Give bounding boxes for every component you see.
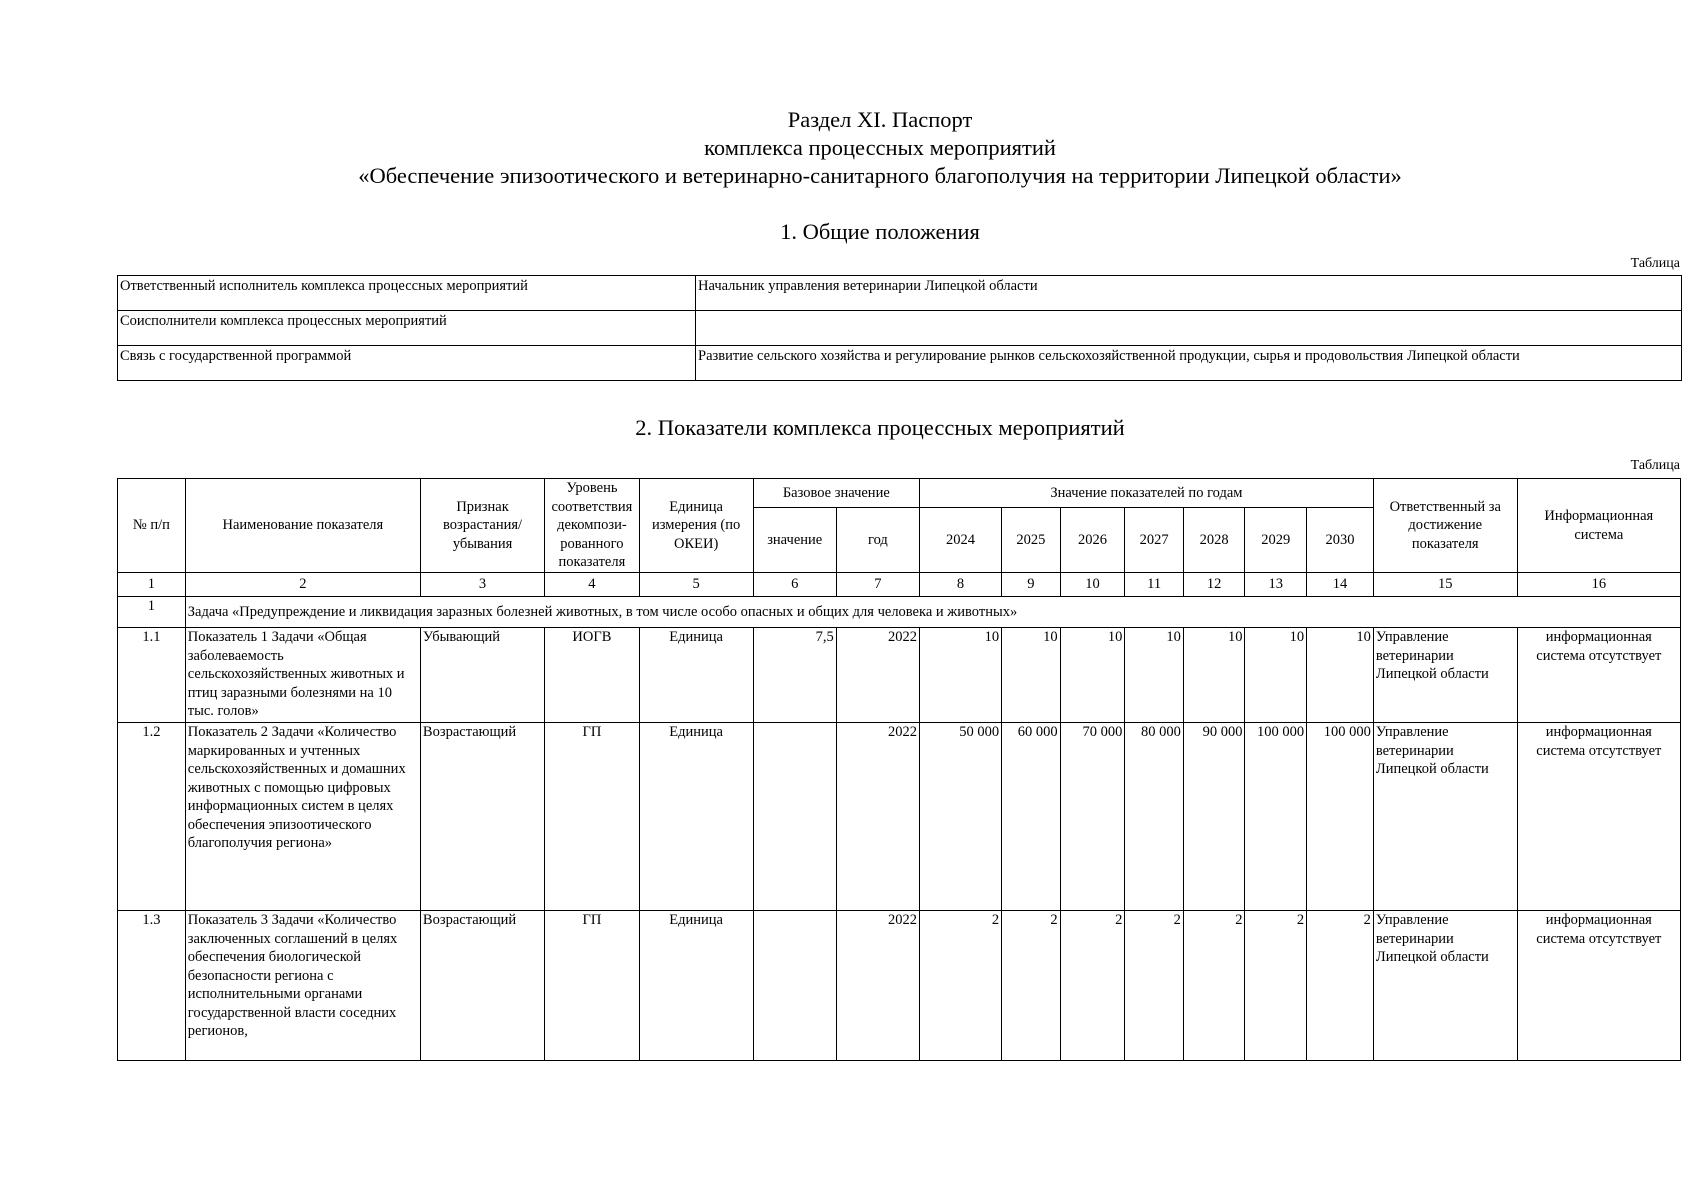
- indicator-year-value: 10: [1060, 628, 1125, 723]
- col-number: 13: [1245, 573, 1307, 597]
- year-header: 2024: [919, 508, 1001, 573]
- col-number: 16: [1517, 573, 1680, 597]
- task-num: 1: [118, 597, 186, 628]
- indicator-row: [118, 723, 1681, 911]
- indicator-sign: Возрастающий: [420, 723, 544, 911]
- indicator-responsible: Управление ветеринарии Липецкой области: [1373, 628, 1517, 723]
- indicator-unit: Единица: [639, 628, 753, 723]
- indicator-num: 1.3: [118, 911, 186, 1061]
- info-row: [118, 311, 1682, 346]
- indicator-system: информационная система отсутствует: [1517, 628, 1680, 723]
- col-number: 8: [919, 573, 1001, 597]
- col-number: 4: [545, 573, 639, 597]
- passport-subtitle: комплекса процессных мероприятий: [704, 135, 1056, 160]
- indicator-year-value: 90 000: [1183, 723, 1245, 911]
- col-level-header: Уровень соответствия декомпози-рованного показателя: [545, 479, 639, 573]
- task-text: Задача «Предупреждение и ликвидация заразных болезней животных, в том числе особо опасных и общих для человека и животных»: [185, 597, 1680, 628]
- col-base-value-header: значение: [753, 508, 836, 573]
- col-number: 1: [118, 573, 186, 597]
- indicator-level: ГП: [545, 723, 639, 911]
- col-base-year-header: год: [836, 508, 919, 573]
- indicator-year-value: 10: [1245, 628, 1307, 723]
- indicator-year-value: 2: [1125, 911, 1184, 1061]
- year-header: 2025: [1002, 508, 1061, 573]
- indicator-system: информационная система отсутствует: [1517, 723, 1680, 911]
- indicator-year-value: 10: [1002, 628, 1061, 723]
- indicator-year-value: 2: [1002, 911, 1061, 1061]
- indicator-base-value: [753, 911, 836, 1061]
- indicator-name: Показатель 3 Задачи «Количество заключенных соглашений в целях обеспечения биологической безопасности региона с исполнительными органами государственной власти соседних регионов,: [185, 911, 420, 1061]
- indicator-sign: Убывающий: [420, 628, 544, 723]
- indicator-sign: Возрастающий: [420, 911, 544, 1061]
- col-number: 11: [1125, 573, 1184, 597]
- section2-title: 2. Показатели комплекса процессных мероприятий: [635, 415, 1125, 440]
- table2-caption: Таблица: [1630, 458, 1680, 473]
- col-number: 7: [836, 573, 919, 597]
- info-label: Соисполнители комплекса процессных мероприятий: [118, 311, 696, 346]
- indicator-year-value: 2: [1183, 911, 1245, 1061]
- table1-caption: Таблица: [1630, 256, 1680, 271]
- indicator-num: 1.2: [118, 723, 186, 911]
- indicator-row: [118, 911, 1681, 1061]
- col-base-header: Базовое значение: [753, 479, 919, 508]
- indicator-row: [118, 628, 1681, 723]
- general-info-table: [117, 275, 1682, 381]
- col-number: 14: [1307, 573, 1374, 597]
- col-responsible-header: Ответственный за достижение показателя: [1373, 479, 1517, 573]
- col-number: 15: [1373, 573, 1517, 597]
- indicator-base-year: 2022: [836, 911, 919, 1061]
- indicator-level: ГП: [545, 911, 639, 1061]
- col-years-header: Значение показателей по годам: [919, 479, 1373, 508]
- indicator-system: информационная система отсутствует: [1517, 911, 1680, 1061]
- col-number: 5: [639, 573, 753, 597]
- info-value: Развитие сельского хозяйства и регулирование рынков сельскохозяйственной продукции, сырья и продовольствия Липецкой области: [696, 346, 1682, 381]
- col-number: 10: [1060, 573, 1125, 597]
- col-name-header: Наименование показателя: [185, 479, 420, 573]
- indicator-unit: Единица: [639, 723, 753, 911]
- indicator-year-value: 2: [1060, 911, 1125, 1061]
- info-label: Связь с государственной программой: [118, 346, 696, 381]
- indicator-year-value: 70 000: [1060, 723, 1125, 911]
- indicator-year-value: 10: [1307, 628, 1374, 723]
- col-sign-header: Признак возрастания/ убывания: [420, 479, 544, 573]
- col-number: 6: [753, 573, 836, 597]
- indicator-year-value: 2: [919, 911, 1001, 1061]
- col-number: 3: [420, 573, 544, 597]
- indicator-base-value: [753, 723, 836, 911]
- info-value: Начальник управления ветеринарии Липецкой области: [696, 276, 1682, 311]
- year-header: 2026: [1060, 508, 1125, 573]
- indicators-table: [117, 478, 1681, 1061]
- complex-name: «Обеспечение эпизоотического и ветеринарно-санитарного благополучия на территории Липецкой области»: [358, 163, 1402, 188]
- indicator-year-value: 100 000: [1245, 723, 1307, 911]
- year-header: 2030: [1307, 508, 1374, 573]
- indicator-year-value: 10: [1125, 628, 1184, 723]
- indicator-responsible: Управление ветеринарии Липецкой области: [1373, 723, 1517, 911]
- col-number: 2: [185, 573, 420, 597]
- section-heading: Раздел XI. Паспорт: [787, 107, 973, 132]
- indicator-base-year: 2022: [836, 723, 919, 911]
- info-value: [696, 311, 1682, 346]
- col-system-header: Информационная система: [1517, 479, 1680, 573]
- year-header: 2027: [1125, 508, 1184, 573]
- section1-title: 1. Общие положения: [780, 219, 980, 244]
- indicator-base-value: 7,5: [753, 628, 836, 723]
- info-row: [118, 276, 1682, 311]
- indicator-year-value: 2: [1307, 911, 1374, 1061]
- indicator-year-value: 2: [1245, 911, 1307, 1061]
- col-number: 9: [1002, 573, 1061, 597]
- indicator-base-year: 2022: [836, 628, 919, 723]
- col-unit-header: Единица измерения (по ОКЕИ): [639, 479, 753, 573]
- indicator-year-value: 50 000: [919, 723, 1001, 911]
- indicator-level: ИОГВ: [545, 628, 639, 723]
- indicator-name: Показатель 1 Задачи «Общая заболеваемость сельскохозяйственных животных и птиц заразными болезнями на 10 тыс. голов»: [185, 628, 420, 723]
- col-num-header: № п/п: [118, 479, 186, 573]
- info-label: Ответственный исполнитель комплекса процессных мероприятий: [118, 276, 696, 311]
- year-header: 2029: [1245, 508, 1307, 573]
- year-header: 2028: [1183, 508, 1245, 573]
- info-row: [118, 346, 1682, 381]
- col-number: 12: [1183, 573, 1245, 597]
- task-row: [118, 597, 1681, 628]
- indicator-year-value: 100 000: [1307, 723, 1374, 911]
- indicator-year-value: 80 000: [1125, 723, 1184, 911]
- indicator-year-value: 60 000: [1002, 723, 1061, 911]
- indicator-num: 1.1: [118, 628, 186, 723]
- indicator-year-value: 10: [919, 628, 1001, 723]
- indicator-name: Показатель 2 Задачи «Количество маркированных и учтенных сельскохозяйственных и домашних животных с помощью цифровых информационных систем в целях обеспечения эпизоотического благополучия региона»: [185, 723, 420, 911]
- indicator-responsible: Управление ветеринарии Липецкой области: [1373, 911, 1517, 1061]
- indicator-year-value: 10: [1183, 628, 1245, 723]
- indicator-unit: Единица: [639, 911, 753, 1061]
